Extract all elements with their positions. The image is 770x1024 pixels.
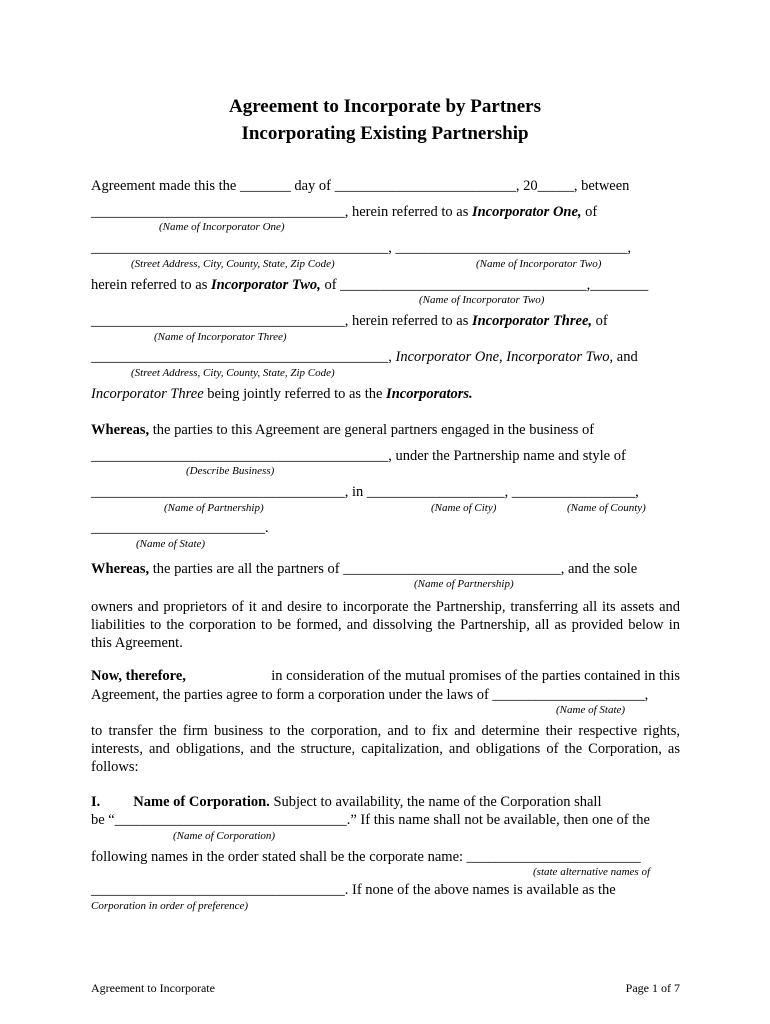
line-text: of [581, 204, 598, 220]
address-line-three [91, 349, 638, 366]
line-text: in consideration of the mutual promises of the parties contained in this [271, 668, 680, 684]
caption-name-partnership: (Name of Partnership) [164, 502, 264, 514]
whereas-label: Whereas, [91, 561, 150, 577]
section-one-heading-line [91, 794, 602, 811]
address-line-one: _________________________________________, ________________________________, [91, 240, 632, 256]
caption-name-corporation: (Name of Corporation) [173, 830, 276, 842]
caption-name-city: (Name of City) [431, 502, 497, 514]
line-text: Subject to availability, the name of the Corporation shall [269, 794, 602, 810]
footer-document-name: Agreement to Incorporate [91, 981, 215, 995]
caption-name-incorporator-one: (Name of Incorporator One) [159, 221, 285, 233]
transfer-paragraph: to transfer the firm business to the corporation, and to fix and determine their respective rights, interests, and obligations, and the structure, capitalization, and obligations of the Corporation, as follows: [91, 723, 680, 775]
defined-term: Incorporator One [395, 349, 500, 365]
footer-page-number: Page 1 of 7 [625, 981, 680, 995]
partnership-location-line: ___________________________________, in ___________________, _________________, [91, 484, 639, 500]
owners-paragraph: owners and proprietors of it and desire to incorporate the Partnership, transferring all its assets and liabilities to the corporation to be formed, and dissolving the Partnership, all as provided below in this Agreement. [91, 599, 680, 651]
caption-alternative-names: (state alternative names of [533, 866, 651, 878]
line-text: the parties to this Agreement are general partners engaged in the business of [149, 422, 595, 438]
corporation-name-line: be “________________________________.” If this name shall not be available, then one of the [91, 812, 650, 828]
line-text: the parties are all the partners of ______________________________, and the sole [149, 561, 638, 577]
line-text: being jointly referred to as the [203, 386, 387, 402]
blank-field: ___________________________________, herein referred to as [91, 313, 472, 329]
now-therefore-label: Now, therefore, [91, 668, 186, 684]
line-text: , [499, 349, 507, 365]
line-text: of [592, 313, 608, 329]
defined-term: Incorporator One, [471, 204, 582, 220]
caption-name-incorporator-three: (Name of Incorporator Three) [154, 331, 287, 343]
caption-describe-business: (Describe Business) [186, 465, 275, 477]
state-line: ________________________. [91, 520, 269, 536]
agreement-date-line: Agreement made this the _______ day of _________________________, 20_____, between [91, 178, 630, 194]
caption-name-incorporator-two: (Name of Incorporator Two) [476, 258, 602, 270]
laws-of-line: Agreement, the parties agree to form a corporation under the laws of _____________________, [91, 687, 649, 703]
section-title: Name of Corporation. [133, 794, 270, 810]
caption-street-address-2: (Street Address, City, County, State, Zip Code) [131, 367, 335, 379]
defined-term: Incorporator Two [506, 349, 610, 365]
caption-name-state-2: (Name of State) [556, 704, 626, 716]
incorporator-one-line [91, 204, 597, 221]
caption-street-address: (Street Address, City, County, State, Zip Code) [131, 258, 335, 270]
now-therefore-line [91, 668, 680, 685]
caption-name-partnership-2: (Name of Partnership) [414, 578, 514, 590]
whereas-label: Whereas, [91, 422, 150, 438]
defined-term: Incorporator Two, [210, 277, 321, 293]
defined-term: Incorporator Three [91, 386, 204, 402]
none-available-line: ___________________________________. If none of the above names is available as the [91, 882, 616, 898]
caption-order-of-preference: Corporation in order of preference) [91, 900, 249, 912]
blank-field: ___________________________________, herein referred to as [91, 204, 472, 220]
whereas-one-line [91, 422, 594, 439]
incorporators-definition-line [91, 386, 473, 403]
incorporator-three-line [91, 313, 608, 330]
document-subtitle: Incorporating Existing Partnership [241, 123, 529, 144]
alternative-names-line: following names in the order stated shall be the corporate name: ________________________ [91, 849, 641, 865]
blank-field: _________________________________________, [91, 349, 396, 365]
caption-name-incorporator-two-b: (Name of Incorporator Two) [419, 294, 545, 306]
caption-name-county: (Name of County) [567, 502, 646, 514]
whereas-two-line [91, 561, 637, 578]
defined-term: Incorporators. [386, 386, 473, 402]
caption-name-state: (Name of State) [136, 538, 206, 550]
blank-field: of __________________________________,________ [320, 277, 649, 293]
incorporator-two-line [91, 277, 648, 294]
line-text: herein referred to as [91, 277, 211, 293]
section-number: I. [91, 794, 101, 810]
line-text: , and [609, 349, 638, 365]
business-line: _________________________________________, under the Partnership name and style of [91, 448, 626, 464]
document-title: Agreement to Incorporate by Partners [228, 96, 541, 117]
defined-term: Incorporator Three, [471, 313, 593, 329]
